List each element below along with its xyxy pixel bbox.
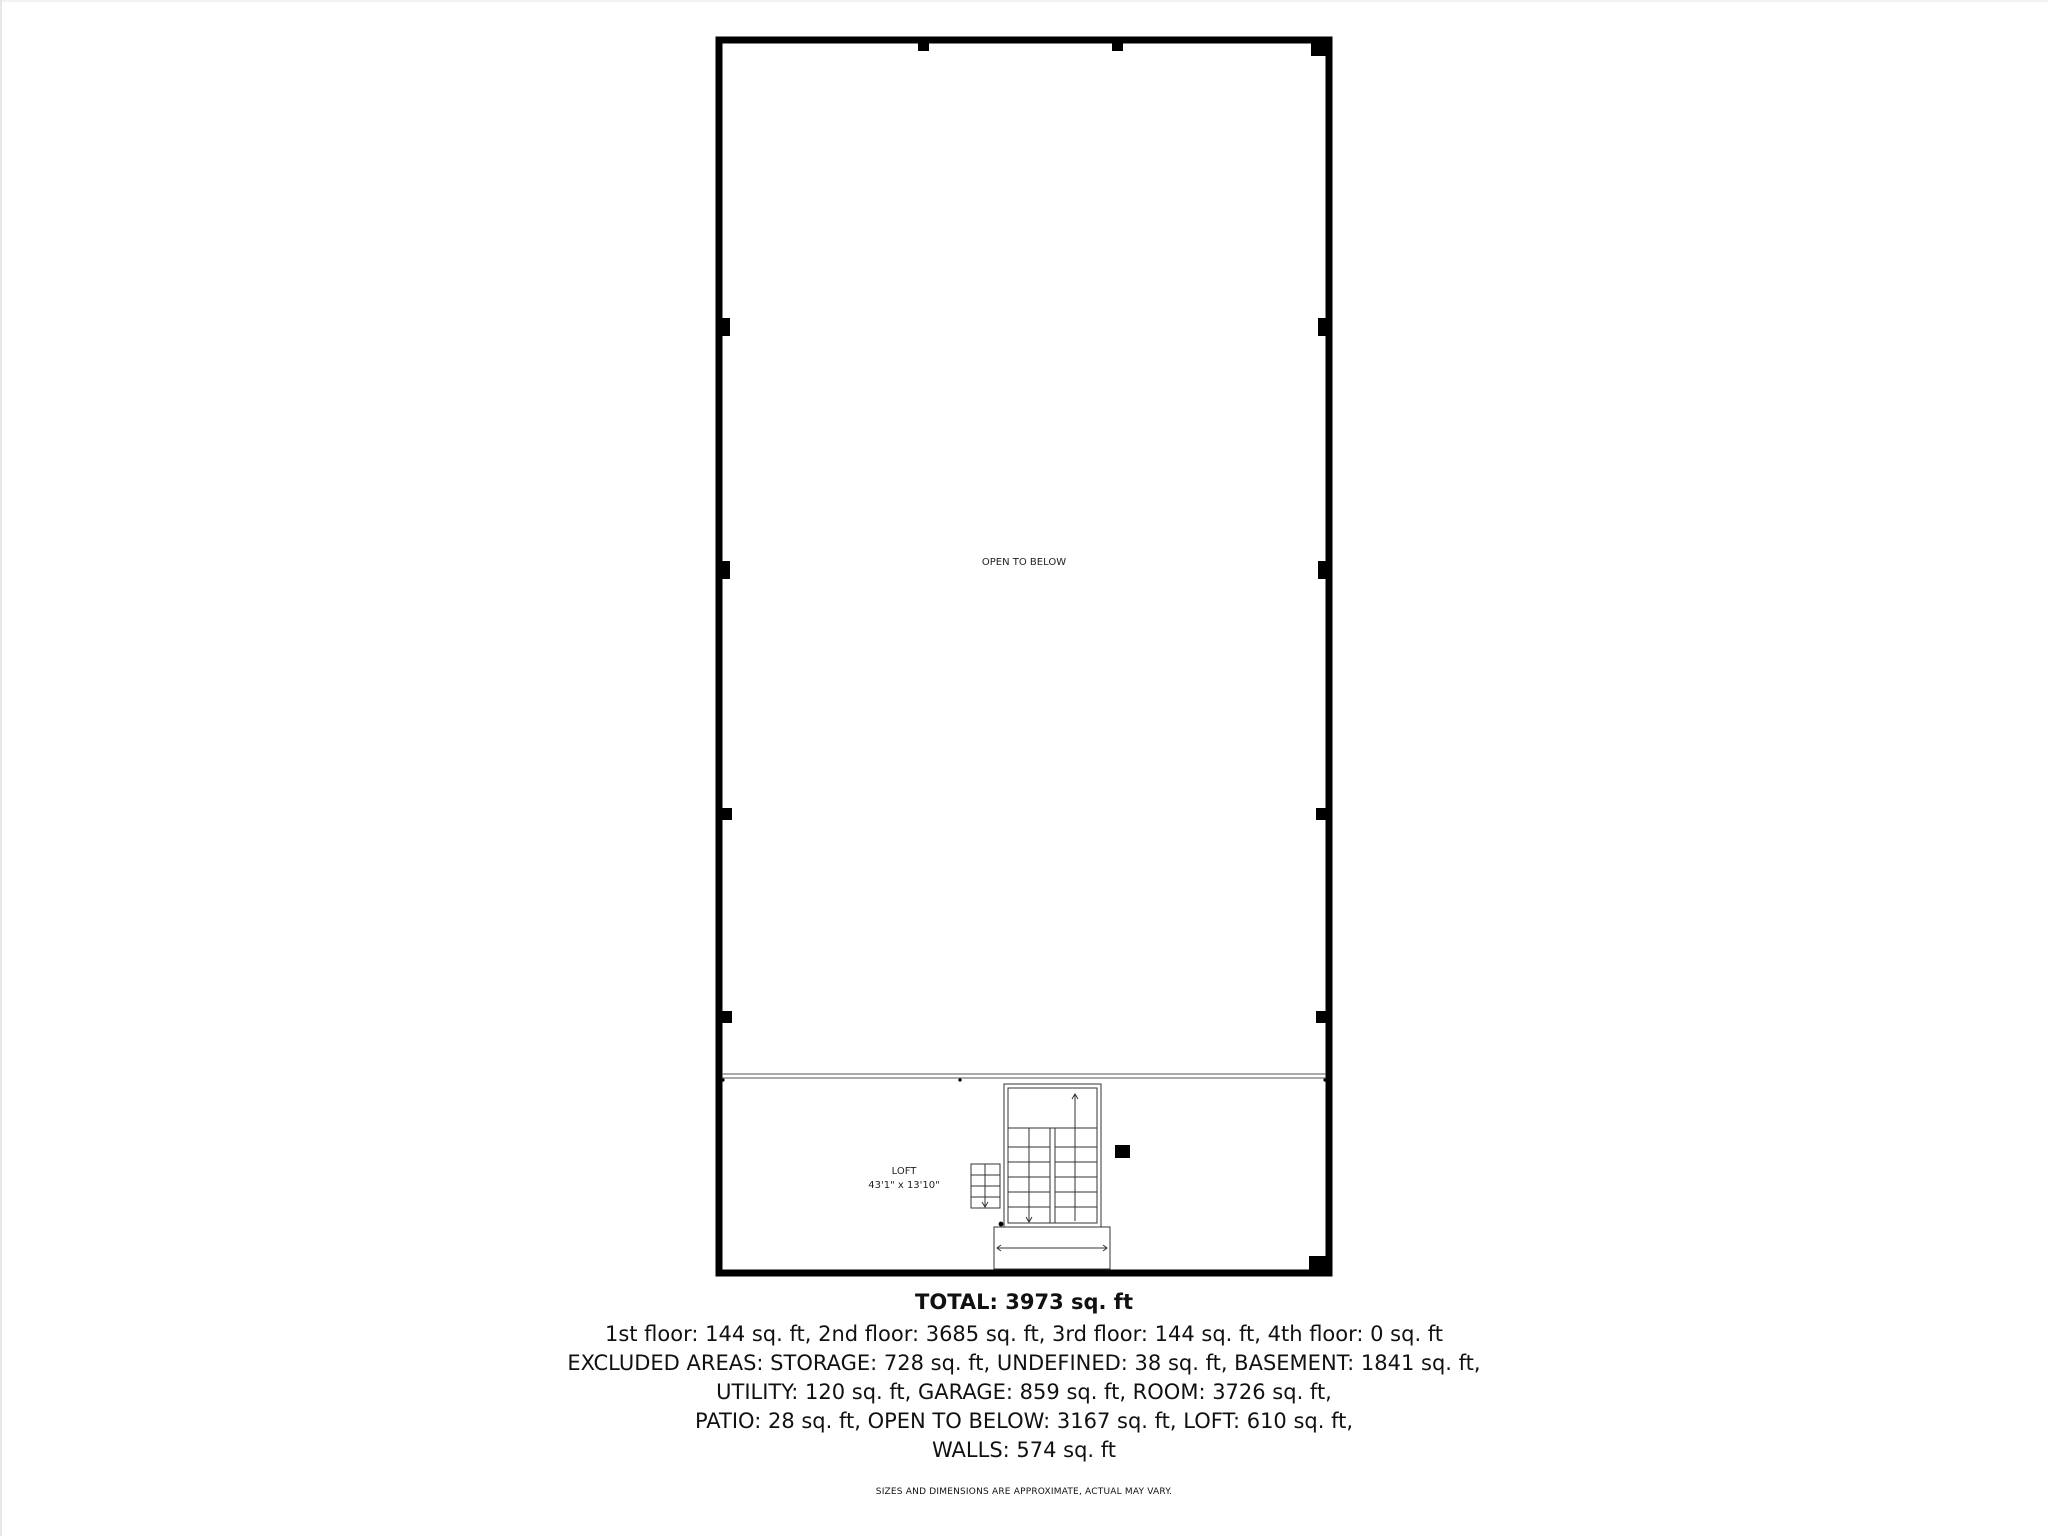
disclaimer: SIZES AND DIMENSIONS ARE APPROXIMATE, ACTUAL MAY VARY. [875,1487,1173,1497]
total-area: TOTAL: 3973 sq. ft [915,1290,1133,1314]
wall-post [1318,318,1328,336]
railing-post [1323,1078,1326,1081]
area-breakdown-line: WALLS: 574 sq. ft [931,1438,1117,1462]
area-breakdown-line: EXCLUDED AREAS: STORAGE: 728 sq. ft, UNDEFINED: 38 sq. ft, BASEMENT: 1841 sq. ft, [567,1351,1481,1375]
corner-post [1311,38,1331,56]
railing-post [958,1078,961,1081]
room-dimensions-loft: 43'1" x 13'10" [868,1180,940,1191]
staircase [994,1084,1110,1269]
wall-post [720,561,730,579]
wall-post [1316,808,1328,820]
wall-marker [959,1270,962,1273]
column-block [1115,1145,1130,1158]
wall-post [1112,41,1123,51]
wall-post [918,41,929,51]
railing-post [721,1078,724,1081]
area-breakdown [0,1320,2048,1465]
wall-post [720,1011,732,1023]
wall-post [1316,1011,1328,1023]
wall-post [1318,561,1328,579]
area-breakdown-line: 1st floor: 144 sq. ft, 2nd floor: 3685 sq. ft, 3rd floor: 144 sq. ft, 4th floor: 0 sq. ft [604,1322,1444,1346]
wall-post [720,318,730,336]
stair-post [999,1222,1004,1227]
corner-post [1309,1256,1331,1276]
wall-post [720,808,732,820]
room-label-open-to-below: OPEN TO BELOW [981,557,1067,568]
area-breakdown-line: UTILITY: 120 sq. ft, GARAGE: 859 sq. ft, ROOM: 3726 sq. ft, [716,1380,1332,1404]
area-breakdown-line: PATIO: 28 sq. ft, OPEN TO BELOW: 3167 sq. ft, LOFT: 610 sq. ft, [694,1409,1354,1433]
ladder [971,1164,1000,1208]
room-label-loft: LOFT [891,1166,917,1177]
